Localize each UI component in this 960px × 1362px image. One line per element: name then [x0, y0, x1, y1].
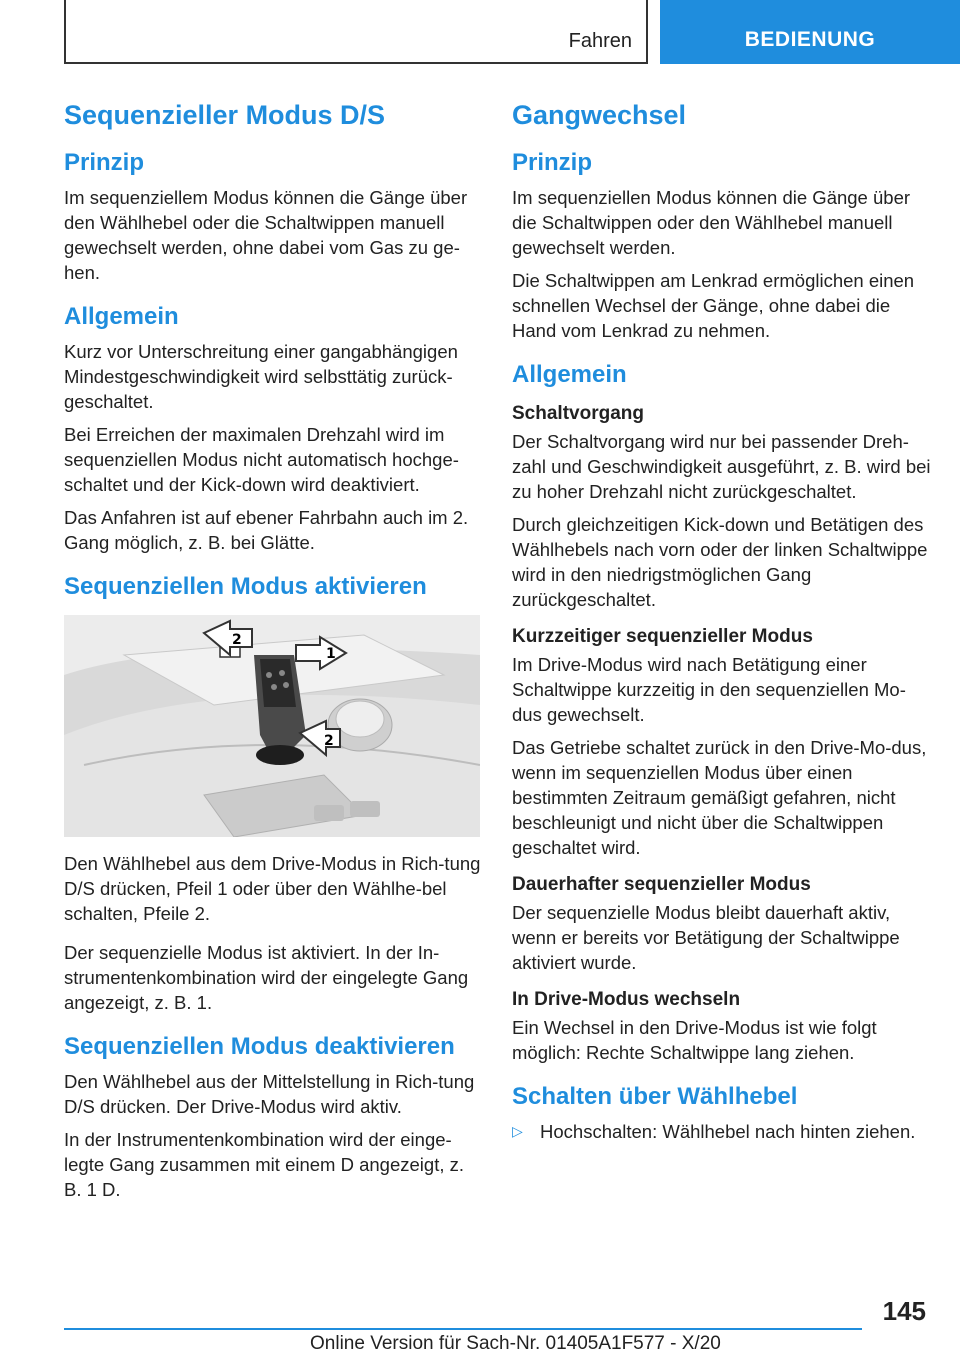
- page-number: 145: [882, 1296, 926, 1326]
- arrow-label-2-bottom: 2: [324, 733, 334, 749]
- right-title: Gangwechsel: [512, 100, 687, 130]
- deaktivieren-p2: In der Instrumentenkombination wird der einge-legte Gang zusammen mit einem D angezeigt, z. B. 1 D.: [64, 1129, 464, 1200]
- kurzzeitig-p1: Im Drive-Modus wird nach Betätigung einer Schaltwippe kurzzeitig in den sequenziellen Mo-dus gewechselt.: [512, 654, 906, 725]
- left-allgemein-p2: Bei Erreichen der maximalen Drehzahl wird im sequenziellen Modus nicht automatisch hochge-schaltet und der Kick-down wird deaktiviert.: [64, 424, 459, 495]
- arrow-label-1: 1: [326, 646, 336, 662]
- left-allgemein-p3: Das Anfahren ist auf ebener Fahrbahn auch im 2. Gang möglich, z. B. bei Glätte.: [64, 507, 469, 553]
- waehlhebel-heading: Schalten über Wählhebel: [512, 1083, 798, 1110]
- right-column: [512, 100, 932, 1144]
- footer-online-version: Online Version für Sach-Nr. 01405A1F577 - X/20: [310, 1333, 721, 1354]
- drive-p1: Ein Wechsel in den Drive-Modus ist wie folgt möglich: Rechte Schaltwippe lang ziehen.: [512, 1017, 877, 1063]
- right-allgemein-heading: Allgemein: [512, 361, 627, 388]
- drive-heading: In Drive-Modus wechseln: [512, 989, 741, 1010]
- dauerhaft-heading: Dauerhafter sequenzieller Modus: [512, 874, 811, 895]
- deaktivieren-p1: Den Wählhebel aus der Mittelstellung in Rich-tung D/S drücken. Der Drive-Modus wird aktiv.: [64, 1071, 475, 1117]
- list-item: [512, 1119, 932, 1144]
- right-prinzip-heading: Prinzip: [512, 149, 593, 176]
- left-allgemein-heading: Allgemein: [64, 303, 179, 330]
- kurzzeitig-p2: Das Getriebe schaltet zurück in den Drive-Mo-dus, wenn im sequenziellen Modus über einen bestimmten Zeitraum gemäßigt gefahren, nicht beschleunigt und nicht über die Schaltwippen geschaltet wird.: [512, 737, 927, 858]
- footer-divider: [64, 1328, 862, 1330]
- waehlhebel-list: [512, 1119, 932, 1144]
- schaltvorgang-p2: Durch gleichzeitigen Kick-down und Betätigen des Wählhebels nach vorn oder der linken Schaltwippe wird in den niedrigstmöglichen Gang zurückgeschaltet.: [512, 514, 928, 610]
- triangle-bullet-icon: ▷: [512, 1123, 523, 1139]
- aktivieren-p2: Der sequenzielle Modus ist aktiviert. In der In-strumentenkombination wird der eingelegte Gang angezeigt, z. B. 1.: [64, 942, 469, 1013]
- list-item-text: Hochschalten: Wählhebel nach hinten ziehen.: [540, 1121, 916, 1142]
- left-allgemein-p1: Kurz vor Unterschreitung einer gangabhängigen Mindestgeschwindigkeit wird selbsttätig zurück-geschaltet.: [64, 341, 458, 412]
- dauerhaft-p1: Der sequenzielle Modus bleibt dauerhaft aktiv, wenn er bereits vor Betätigung der Schaltwippe aktiviert wurde.: [512, 902, 900, 973]
- section-tab: BEDIENUNG: [660, 0, 960, 64]
- right-prinzip-p2: Die Schaltwippen am Lenkrad ermöglichen einen schnellen Wechsel der Gänge, ohne dabei die Hand vom Lenkrad zu nehmen.: [512, 270, 915, 341]
- left-prinzip-text: Im sequenziellem Modus können die Gänge über den Wählhebel oder die Schaltwippen manuell gewechselt werden, ohne dabei vom Gas zu ge-hen.: [64, 187, 468, 283]
- left-column: [64, 100, 484, 1210]
- arrow-label-2-top: 2: [232, 632, 242, 648]
- aktivieren-heading: Sequenziellen Modus aktivieren: [64, 573, 427, 600]
- header-box: [64, 0, 648, 64]
- left-prinzip-heading: Prinzip: [64, 149, 145, 176]
- kurzzeitig-heading: Kurzzeitiger sequenzieller Modus: [512, 626, 813, 647]
- left-title: Sequenzieller Modus D/S: [64, 100, 386, 130]
- aktivieren-p1: Den Wählhebel aus dem Drive-Modus in Rich-tung D/S drücken, Pfeil 1 oder über den Wählhe-bel schalten, Pfeile 2.: [64, 853, 481, 924]
- gear-selector-illustration: [64, 615, 480, 837]
- chapter-title: Fahren: [568, 30, 632, 52]
- schaltvorgang-heading: Schaltvorgang: [512, 403, 644, 424]
- deaktivieren-heading: Sequenziellen Modus deaktivieren: [64, 1033, 455, 1060]
- schaltvorgang-p1: Der Schaltvorgang wird nur bei passender Dreh-zahl und Geschwindigkeit ausgeführt, z. B. wird bei zu hoher Drehzahl nicht zurückgeschaltet.: [512, 431, 931, 502]
- right-prinzip-p1: Im sequenziellen Modus können die Gänge über die Schaltwippen oder den Wählhebel manuell gewechselt werden.: [512, 187, 911, 258]
